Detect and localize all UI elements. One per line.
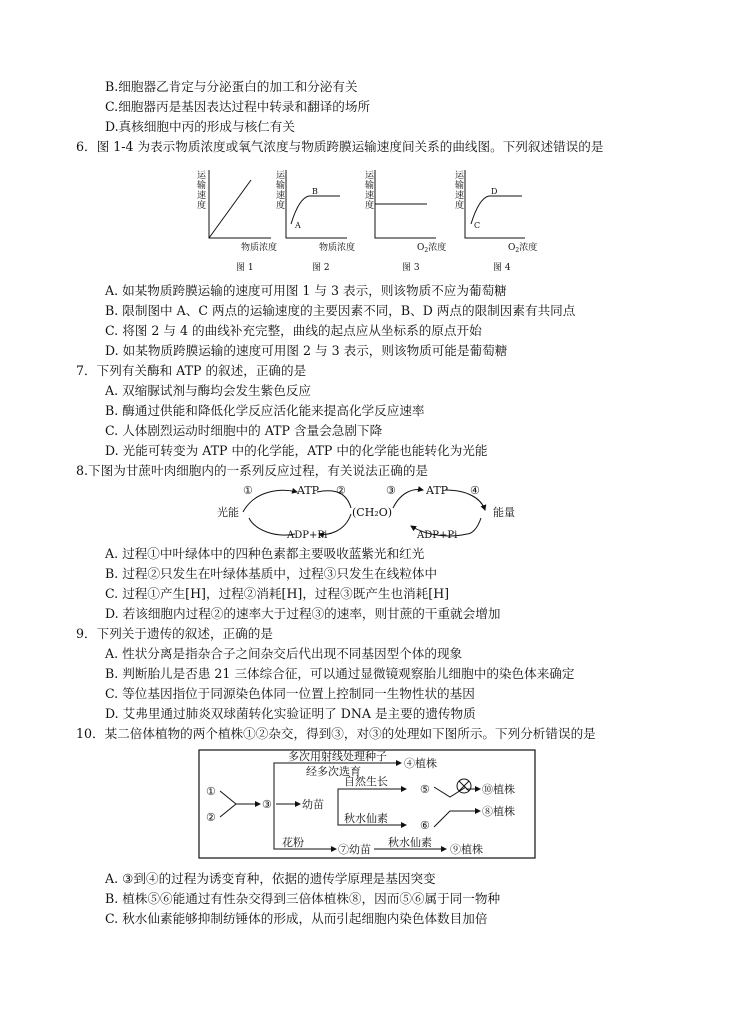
g2-point-a: A bbox=[295, 221, 301, 230]
arrow-back-2b bbox=[467, 518, 481, 534]
g4-point-d: D bbox=[491, 187, 498, 196]
q5-option-c: C.细胞器丙是基因表达过程中转录和翻译的场所 bbox=[105, 99, 371, 114]
g3-caption: 图 3 bbox=[402, 263, 420, 273]
q8-ch2o: (CH₂O) bbox=[352, 506, 393, 519]
q10-stem: 10．某二倍体植物的两个植株①②杂交，得到③，对③的处理如下图所示。下列分析错误的是 bbox=[76, 726, 596, 741]
q9-option-a: A. 性状分离是指杂合子之间杂交后代出现不同基因型个体的现象 bbox=[105, 646, 463, 661]
q10-option-c: C. 秋水仙素能够抑制纺锤体的形成，从而引起细胞内染色体数目加倍 bbox=[105, 911, 488, 926]
q7-option-a: A. 双缩脲试剂与酶均会发生紫色反应 bbox=[105, 383, 312, 398]
q10-p6: ⑥ bbox=[420, 819, 430, 832]
g1-xlabel: 物质浓度 bbox=[241, 243, 278, 253]
g4-point-c: C bbox=[474, 221, 481, 230]
q10-plant9: ⑨植株 bbox=[450, 843, 483, 856]
q7-option-d: D. 光能可转变为 ATP 中的化学能，ATP 中的化学能也能转化为光能 bbox=[105, 443, 488, 458]
q8-option-a: A. 过程①中叶绿体中的四种色素都主要吸收蓝紫光和红光 bbox=[105, 546, 425, 561]
q8-n2: ② bbox=[336, 484, 346, 497]
g4-caption: 图 4 bbox=[493, 263, 511, 273]
q8-n4: ④ bbox=[470, 484, 480, 497]
g1-curve bbox=[209, 180, 251, 238]
g4-ylabel: 运输速度 bbox=[455, 171, 465, 211]
cross-lines bbox=[220, 791, 236, 817]
g2-caption: 图 2 bbox=[312, 263, 330, 273]
q10-seedling7: ⑦幼苗 bbox=[338, 843, 371, 856]
q10-colchicine-2: 秋水仙素 bbox=[388, 836, 432, 849]
q8-atp2: ATP bbox=[426, 484, 449, 497]
q8-option-c: C. 过程①产生[H]，过程②消耗[H]，过程③既产生也消耗[H] bbox=[105, 586, 450, 601]
q10-seedling: 幼苗 bbox=[302, 798, 324, 811]
g4-xlabel: $O_2$浓度 bbox=[508, 243, 538, 254]
q8-adp1: ADP+Pi bbox=[287, 530, 328, 541]
q10-pollen: 花粉 bbox=[282, 836, 304, 849]
q10-plant10: ⑩植株 bbox=[482, 783, 515, 796]
q9-stem: 9．下列关于遗传的叙述，正确的是 bbox=[76, 626, 273, 641]
q10-p1: ① bbox=[206, 785, 216, 798]
q7-stem: 7．下列有关酶和 ATP 的叙述，正确的是 bbox=[76, 363, 307, 378]
g2-xlabel: 物质浓度 bbox=[319, 243, 356, 253]
q8-n3: ③ bbox=[386, 484, 396, 497]
q6-option-a: A. 如某物质跨膜运输的速度可用图 1 与 3 表示，则该物质不应为葡萄糖 bbox=[105, 283, 507, 298]
q6-option-c: C. 将图 2 与 4 的曲线补充完整，曲线的起点应从坐标系的原点开始 bbox=[105, 323, 482, 338]
q8-stem: 8.下图为甘蔗叶肉细胞内的一系列反应过程，有关说法正确的是 bbox=[76, 463, 429, 478]
q9-option-c: C. 等位基因指位于同源染色体同一位置上控制同一生物性状的基因 bbox=[105, 686, 475, 701]
q10-select: 经多次选育 bbox=[306, 765, 361, 778]
q10-p2: ② bbox=[206, 811, 216, 824]
q8-light: 光能 bbox=[217, 506, 239, 519]
g4-curve bbox=[471, 196, 522, 224]
g3-xlabel: $O_2$浓度 bbox=[417, 243, 447, 254]
g2-point-b: B bbox=[312, 187, 318, 196]
q10-natural: 自然生长 bbox=[344, 775, 388, 788]
q10-radiation: 多次用射线处理种子 bbox=[288, 750, 387, 763]
q6-option-d: D. 如某物质跨膜运输的速度可用图 2 与 3 表示，则该物质可能是葡萄糖 bbox=[105, 343, 508, 358]
q9-option-d: D. 艾弗里通过肺炎双球菌转化实验证明了 DNA 是主要的遗传物质 bbox=[105, 706, 476, 721]
q9-option-b: B. 判断胎儿是否患 21 三体综合征，可以通过显微镜观察胎儿细胞中的染色体来确定 bbox=[105, 666, 575, 681]
g1-ylabel: 运输速度 bbox=[197, 171, 207, 211]
q10-p5: ⑤ bbox=[420, 783, 430, 796]
q8-energy: 能量 bbox=[493, 506, 515, 519]
q7-option-c: C. 人体剧烈运动时细胞中的 ATP 含量会急剧下降 bbox=[105, 423, 383, 438]
q6-stem: 6．图 1-4 为表示物质浓度或氧气浓度与物质跨膜运输速度间关系的曲线图。下列叙述错误的是 bbox=[76, 139, 604, 154]
q8-n1: ① bbox=[243, 484, 253, 497]
arrow-2a bbox=[317, 491, 351, 508]
g2-curve bbox=[291, 196, 340, 224]
q10-option-b: B. 植株⑤⑥能通过有性杂交得到三倍体植株⑧，因而⑤⑥属于同一物种 bbox=[105, 891, 501, 906]
q7-option-b: B. 酶通过供能和降低化学反应活化能来提高化学反应速率 bbox=[105, 403, 425, 418]
q8-option-d: D. 若该细胞内过程②的速率大于过程③的速率，则甘蔗的干重就会增加 bbox=[105, 606, 501, 621]
q10-breeding-diagram bbox=[198, 749, 538, 861]
q6-option-b: B. 限制图中 A、C 两点的运输速度的主要因素不同，B、D 两点的限制因素有共同点 bbox=[105, 303, 576, 318]
q10-colchicine-1: 秋水仙素 bbox=[344, 812, 388, 825]
arrow-3 bbox=[393, 490, 423, 508]
cross-5-6-lower bbox=[434, 811, 466, 827]
q5-option-b: B.细胞器乙肯定与分泌蛋白的加工和分泌有关 bbox=[105, 79, 358, 94]
g1-axes bbox=[209, 170, 271, 238]
q8-adp2: ADP+Pi bbox=[417, 530, 458, 541]
q8-option-b: B. 过程②只发生在叶绿体基质中，过程③只发生在线粒体中 bbox=[105, 566, 438, 581]
q8-reaction-diagram bbox=[215, 482, 525, 544]
g1-caption: 图 1 bbox=[236, 263, 254, 273]
q10-plant8: ⑧植株 bbox=[482, 805, 515, 818]
g2-ylabel: 运输速度 bbox=[276, 171, 286, 211]
q10-plant4: ④植株 bbox=[404, 757, 437, 770]
q6-graphs-figure bbox=[195, 164, 555, 276]
q5-option-d: D.真核细胞中丙的形成与核仁有关 bbox=[105, 119, 295, 134]
q8-atp1: ATP bbox=[297, 484, 320, 497]
q10-p3: ③ bbox=[262, 798, 272, 811]
q10-option-a: A. ③到④的过程为诱变育种，依据的遗传学原理是基因突变 bbox=[105, 871, 436, 886]
g3-ylabel: 运输速度 bbox=[365, 171, 375, 211]
